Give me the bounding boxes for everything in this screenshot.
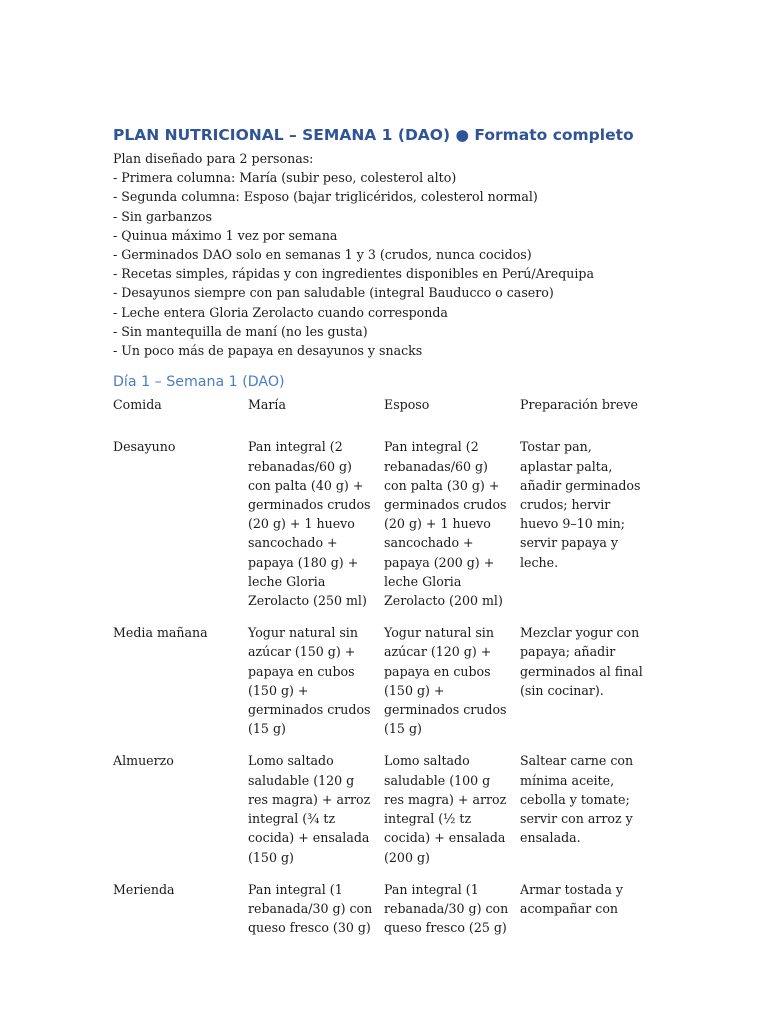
intro-line: - Primera columna: María (subir peso, colesterol alto) xyxy=(113,170,457,186)
table-row xyxy=(113,751,653,879)
esposo-cell: Lomo saltado saludable (100 g res magra) + arroz integral (½ tz cocida) + ensalada (200 g) xyxy=(384,753,507,865)
meal-name-cell: Merienda xyxy=(113,881,175,897)
intro-line: - Sin garbanzos xyxy=(113,208,212,224)
esposo-cell: Pan integral (2 rebanadas/60 g) con palta (30 g) + germinados crudos (20 g) + 1 huevo sancochado + papaya (200 g) + leche Gloria Zerolacto (200 ml) xyxy=(384,439,507,609)
intro-line: - Sin mantequilla de maní (no les gusta) xyxy=(113,323,368,339)
table-row xyxy=(113,623,653,751)
esposo-cell: Pan integral (1 rebanada/30 g) con queso fresco (25 g) xyxy=(384,881,509,936)
meal-plan-table xyxy=(113,395,653,950)
meal-name-cell: Media mañana xyxy=(113,625,208,641)
preparation-cell: Saltear carne con mínima aceite, cebolla y tomate; servir con arroz y ensalada. xyxy=(520,753,634,846)
intro-line: - Desayunos siempre con pan saludable (integral Bauducco o casero) xyxy=(113,285,554,301)
preparation-cell: Armar tostada y acompañar con xyxy=(520,881,623,916)
maria-cell: Yogur natural sin azúcar (150 g) + papaya en cubos (150 g) + germinados crudos (15 g) xyxy=(248,625,371,737)
section-title: Día 1 – Semana 1 (DAO) xyxy=(113,374,285,391)
intro-line: - Recetas simples, rápidas y con ingredientes disponibles en Perú/Arequipa xyxy=(113,266,594,282)
document-page xyxy=(113,124,658,950)
intro-line: - Leche entera Gloria Zerolacto cuando corresponda xyxy=(113,304,448,320)
header-esposo: Esposo xyxy=(384,397,430,413)
document-title: PLAN NUTRICIONAL – SEMANA 1 (DAO) ● Formato completo xyxy=(113,126,634,144)
maria-cell: Pan integral (2 rebanadas/60 g) con palta (40 g) + germinados crudos (20 g) + 1 huevo sancochado + papaya (180 g) + leche Gloria Zerolacto (250 ml) xyxy=(248,439,371,609)
table-row xyxy=(113,880,653,951)
header-meal: Comida xyxy=(113,397,162,413)
intro-block xyxy=(113,149,658,360)
intro-line: - Un poco más de papaya en desayunos y snacks xyxy=(113,343,423,359)
intro-line: - Quinua máximo 1 vez por semana xyxy=(113,227,338,243)
header-maria: María xyxy=(248,397,286,413)
intro-line: - Germinados DAO solo en semanas 1 y 3 (crudos, nunca cocidos) xyxy=(113,247,532,263)
header-preparation: Preparación breve xyxy=(520,397,638,413)
table-header-row xyxy=(113,395,653,437)
maria-cell: Lomo saltado saludable (120 g res magra) + arroz integral (¾ tz cocida) + ensalada (150 g) xyxy=(248,753,371,865)
esposo-cell: Yogur natural sin azúcar (120 g) + papaya en cubos (150 g) + germinados crudos (15 g) xyxy=(384,625,507,737)
intro-line: Plan diseñado para 2 personas: xyxy=(113,151,314,166)
table-row xyxy=(113,437,653,623)
preparation-cell: Tostar pan, aplastar palta, añadir germinados crudos; hervir huevo 9–10 min; servir papaya y leche. xyxy=(520,439,641,570)
intro-line: - Segunda columna: Esposo (bajar triglicéridos, colesterol normal) xyxy=(113,189,538,205)
preparation-cell: Mezclar yogur con papaya; añadir germinados al final (sin cocinar). xyxy=(520,625,643,698)
maria-cell: Pan integral (1 rebanada/30 g) con queso fresco (30 g) xyxy=(248,881,373,936)
meal-name-cell: Desayuno xyxy=(113,439,176,455)
meal-name-cell: Almuerzo xyxy=(113,753,174,769)
